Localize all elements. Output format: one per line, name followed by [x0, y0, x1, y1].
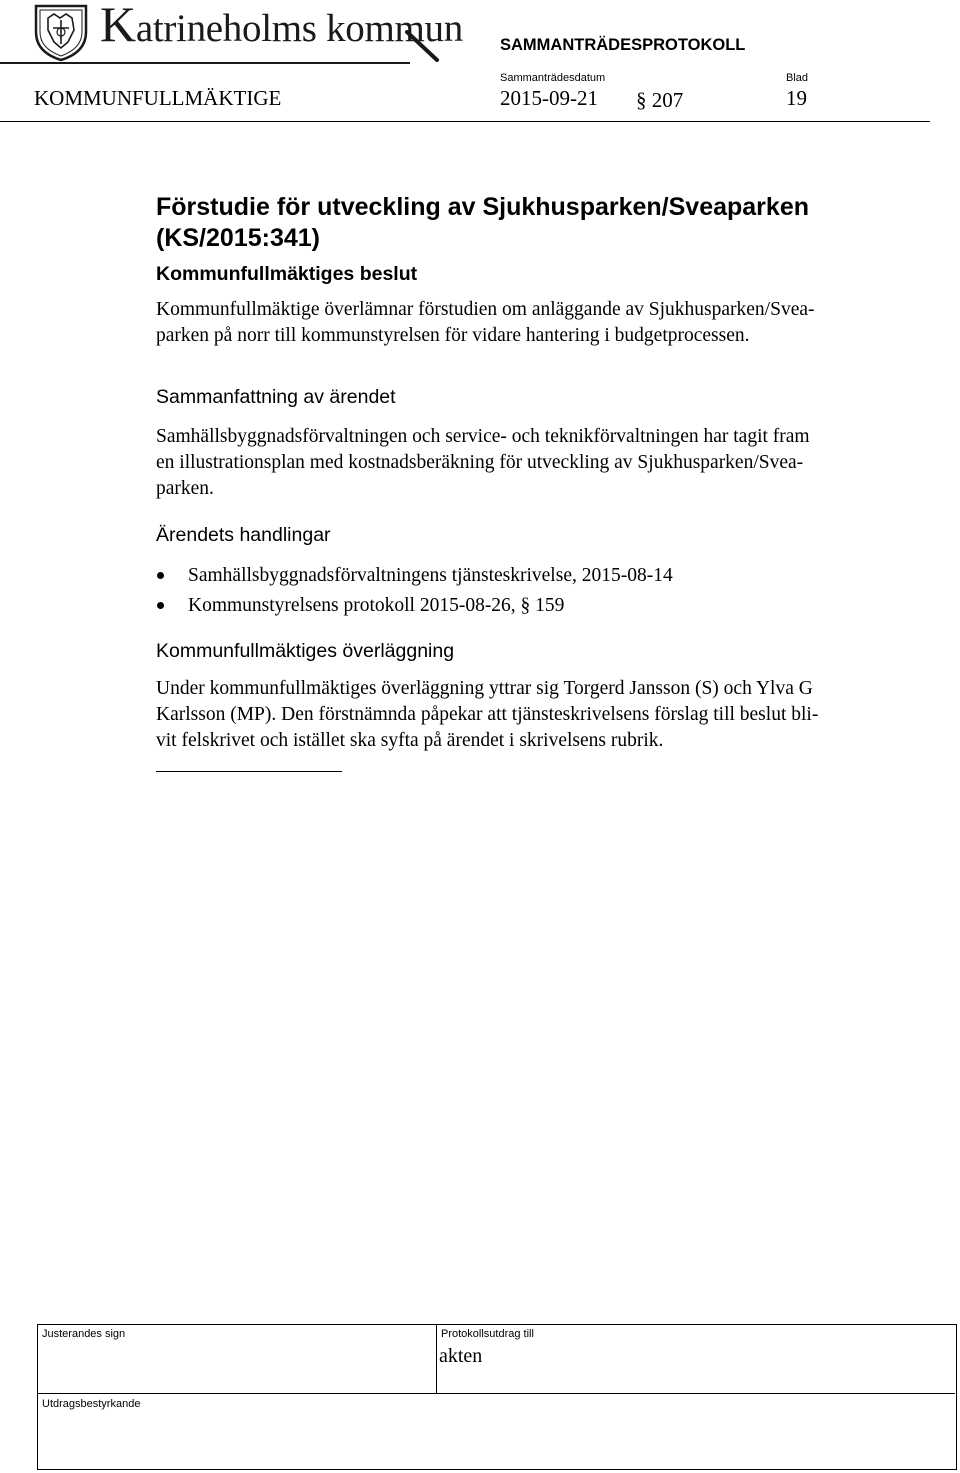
list-item: Samhällsbyggnadsförvaltningens tjänsteskrivelse, 2015-08-14 [156, 561, 916, 591]
text-line: Karlsson (MP). Den förstnämnda påpekar att tjänsteskrivelsens förslag till beslut bli- [156, 704, 819, 725]
text-line: en illustrationsplan med kostnadsberäkning för utveckling av Sjukhusparken/Svea- [156, 452, 804, 473]
debate-heading: Kommunfullmäktiges överläggning [156, 640, 455, 662]
logo-initial: K [100, 0, 136, 52]
text-line: vit felskrivet och istället ska syfta på ärendet i skrivelsens rubrik. [156, 730, 664, 751]
signature-label: Justerandes sign [42, 1328, 126, 1340]
document-type: SAMMANTRÄDESPROTOKOLL [500, 36, 746, 54]
page-title [156, 192, 916, 254]
signature-box [37, 1324, 957, 1470]
text-line: Under kommunfullmäktiges överläggning yttrar sig Torgerd Jansson (S) och Ylva G [156, 678, 813, 699]
municipal-coat-of-arms-icon [32, 2, 90, 62]
decision-text [156, 297, 916, 349]
debate-text [156, 676, 916, 754]
documents-list [156, 561, 916, 621]
paragraph-number: § 207 [636, 88, 684, 112]
decision-heading: Kommunfullmäktiges beslut [156, 263, 418, 285]
text-line: Kommunfullmäktige överlämnar förstudien om anläggande av Sjukhusparken/Svea- [156, 299, 815, 320]
organ-name: KOMMUNFULLMÄKTIGE [34, 86, 282, 110]
page-label: Blad [786, 72, 809, 84]
text-line: parken på norr till kommunstyrelsen för vidare hantering i budgetprocessen. [156, 325, 750, 346]
meeting-date-label: Sammanträdesdatum [500, 72, 606, 84]
page-number: 19 [786, 86, 807, 110]
summary-text [156, 424, 916, 502]
header-divider [0, 121, 930, 122]
logo-name: atrineholms kommun [135, 7, 463, 50]
page-title-line: (KS/2015:341) [156, 224, 320, 252]
logo-swoosh-icon [405, 30, 445, 62]
summary-heading: Sammanfattning av ärendet [156, 386, 396, 408]
signature-box-divider [38, 1393, 955, 1394]
list-item: Kommunstyrelsens protokoll 2015-08-26, § 159 [156, 591, 916, 621]
text-line: parken. [156, 478, 214, 499]
text-line: Samhällsbyggnadsförvaltningen och service- och teknikförvaltningen har tagit fram [156, 426, 810, 447]
extract-recipient-label: Protokollsutdrag till [441, 1328, 534, 1340]
signature-box-column-divider [436, 1325, 437, 1393]
page-title-line: Förstudie för utveckling av Sjukhusparken/Sveaparken [156, 193, 809, 221]
section-end-rule [156, 771, 342, 772]
certification-label: Utdragsbestyrkande [42, 1398, 141, 1410]
logo-underline [0, 62, 410, 64]
extract-recipient-value: akten [439, 1345, 483, 1367]
meeting-date: 2015-09-21 [500, 86, 598, 110]
documents-heading: Ärendets handlingar [156, 524, 331, 546]
